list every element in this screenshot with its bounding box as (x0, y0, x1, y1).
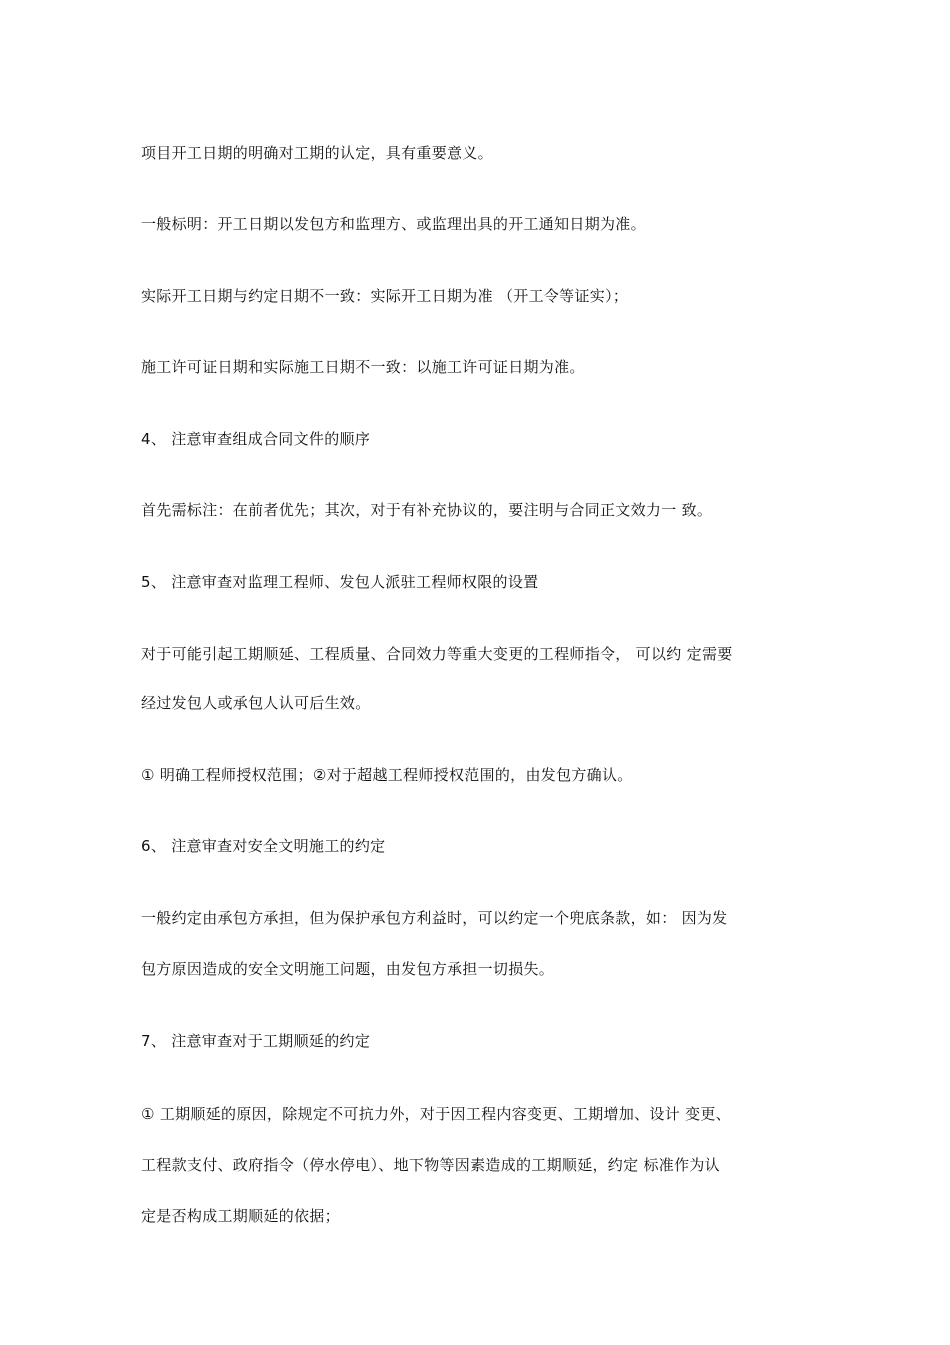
paragraph-delay-line3: 定是否构成工期顺延的依据； (141, 1207, 340, 1225)
paragraph-permit-date: 施工许可证日期和实际施工日期不一致：以施工许可证日期为准。 (141, 358, 585, 376)
paragraph-start-date-significance: 项目开工日期的明确对工期的认定，具有重要意义。 (141, 144, 493, 162)
section-heading-6: 6、 注意审查对安全文明施工的约定 (141, 837, 386, 855)
section-heading-7: 7、 注意审查对于工期顺延的约定 (141, 1032, 371, 1050)
paragraph-safety-line1: 一般约定由承包方承担，但为保护承包方利益时，可以约定一个兜底条款，如： 因为发 (141, 909, 728, 927)
paragraph-engineer-instructions-line2: 经过发包人或承包人认可后生效。 (141, 694, 371, 712)
section-heading-5: 5、 注意审查对监理工程师、发包人派驻工程师权限的设置 (141, 573, 539, 591)
paragraph-engineer-instructions-line1: 对于可能引起工期顺延、工程质量、合同效力等重大变更的工程师指令， 可以约 定需要 (141, 645, 733, 663)
paragraph-delay-line2: 工程款支付、政府指令（停水停电）、地下物等因素造成的工期顺延，约定 标准作为认 (141, 1156, 720, 1174)
paragraph-safety-line2: 包方原因造成的安全文明施工问题，由发包方承担一切损失。 (141, 960, 555, 978)
paragraph-general-statement: 一般标明：开工日期以发包方和监理方、或监理出具的开工通知日期为准。 (141, 215, 646, 233)
paragraph-engineer-authority: ① 明确工程师授权范围；②对于超越工程师授权范围的，由发包方确认。 (141, 766, 633, 784)
paragraph-actual-start-date: 实际开工日期与约定日期不一致：实际开工日期为准 （开工令等证实）； (141, 287, 629, 305)
section-heading-4: 4、 注意审查组成合同文件的顺序 (141, 430, 371, 448)
paragraph-delay-line1: ① 工期顺延的原因，除规定不可抗力外，对于因工程内容变更、工期增加、设计 变更、 (141, 1105, 731, 1123)
paragraph-document-order: 首先需标注：在前者优先；其次，对于有补充协议的，要注明与合同正文效力一 致。 (141, 501, 713, 519)
